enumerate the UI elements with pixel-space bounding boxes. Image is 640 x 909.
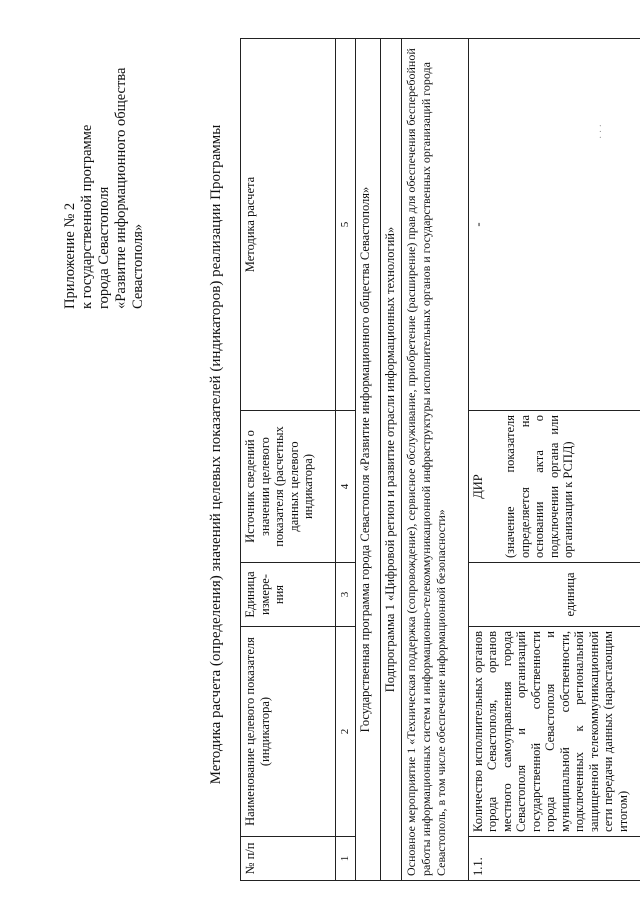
header-line: Севастополя» — [130, 223, 146, 309]
header-line: «Развитие информационного общества — [113, 67, 129, 309]
header-line: Приложение № 2 — [62, 202, 78, 309]
subprogram-title: Подпрограмма 1 «Цифровой регион и развитие отрасли информационных технологий» — [380, 39, 401, 881]
column-number: 3 — [336, 563, 356, 627]
indicator-source — [468, 411, 640, 563]
header-line: к государственной программе — [79, 124, 95, 309]
header-cell-name: Наименование целевого показателя (индикатора) — [241, 627, 336, 837]
column-number: 1 — [336, 837, 356, 881]
measure-title: Основное мероприятие 1 «Техническая поддержка (сопровождение), сервисное обслуживание, приобретение (расширение) прав для обеспечения бесперебойной работы информационных систем и информационно-телекоммуникационной инфраструктуры исполнительных органов и государственных организаций города Севастополь, в том числе обеспечение информационной безопасности» — [401, 39, 468, 881]
source-title: ДИР — [470, 474, 485, 499]
header-cell-num: № п/п — [241, 837, 336, 881]
header-line: города Севастополя — [96, 186, 112, 309]
indicators-table — [240, 38, 640, 881]
column-numbers-row — [336, 39, 356, 881]
indicator-name: Количество исполнительных органов города Севастополя, органов местного самоуправления города Севастополя и организаций государственной собственности города Севастополя и муниципальной собственности, подключенных к региональной защищенной телекоммуникационной сети передачи данных (нарастающим итогом) — [468, 627, 640, 837]
subprogram-row — [380, 39, 401, 881]
program-title: Государственная программа города Севастополя «Развитие информационного общества Севастополя» — [355, 39, 380, 881]
appendix-header — [62, 67, 147, 309]
column-number: 5 — [336, 39, 356, 411]
table-row — [468, 39, 640, 881]
edge-marks: · · · — [596, 124, 607, 139]
row-number: 1.1. — [468, 837, 640, 881]
indicator-method: - — [468, 39, 640, 411]
document-title: Методика расчета (определения) значений целевых показателей (индикаторов) реализации Программы — [208, 124, 224, 785]
measure-row — [401, 39, 468, 881]
column-number: 4 — [336, 411, 356, 563]
header-cell-method: Методика расчета — [241, 39, 336, 411]
indicator-unit: единица — [468, 563, 640, 627]
header-cell-source: Источник сведений о значении целевого показателя (расчетных данных целевого индикатора) — [241, 411, 336, 563]
table-header-row — [241, 39, 336, 881]
column-number: 2 — [336, 627, 356, 837]
source-note: (значение показателя определяется на основании акта о подключении органа или организации к РСПД) — [503, 415, 575, 558]
header-cell-unit: Единица измере-ния — [241, 563, 336, 627]
program-row — [355, 39, 380, 881]
